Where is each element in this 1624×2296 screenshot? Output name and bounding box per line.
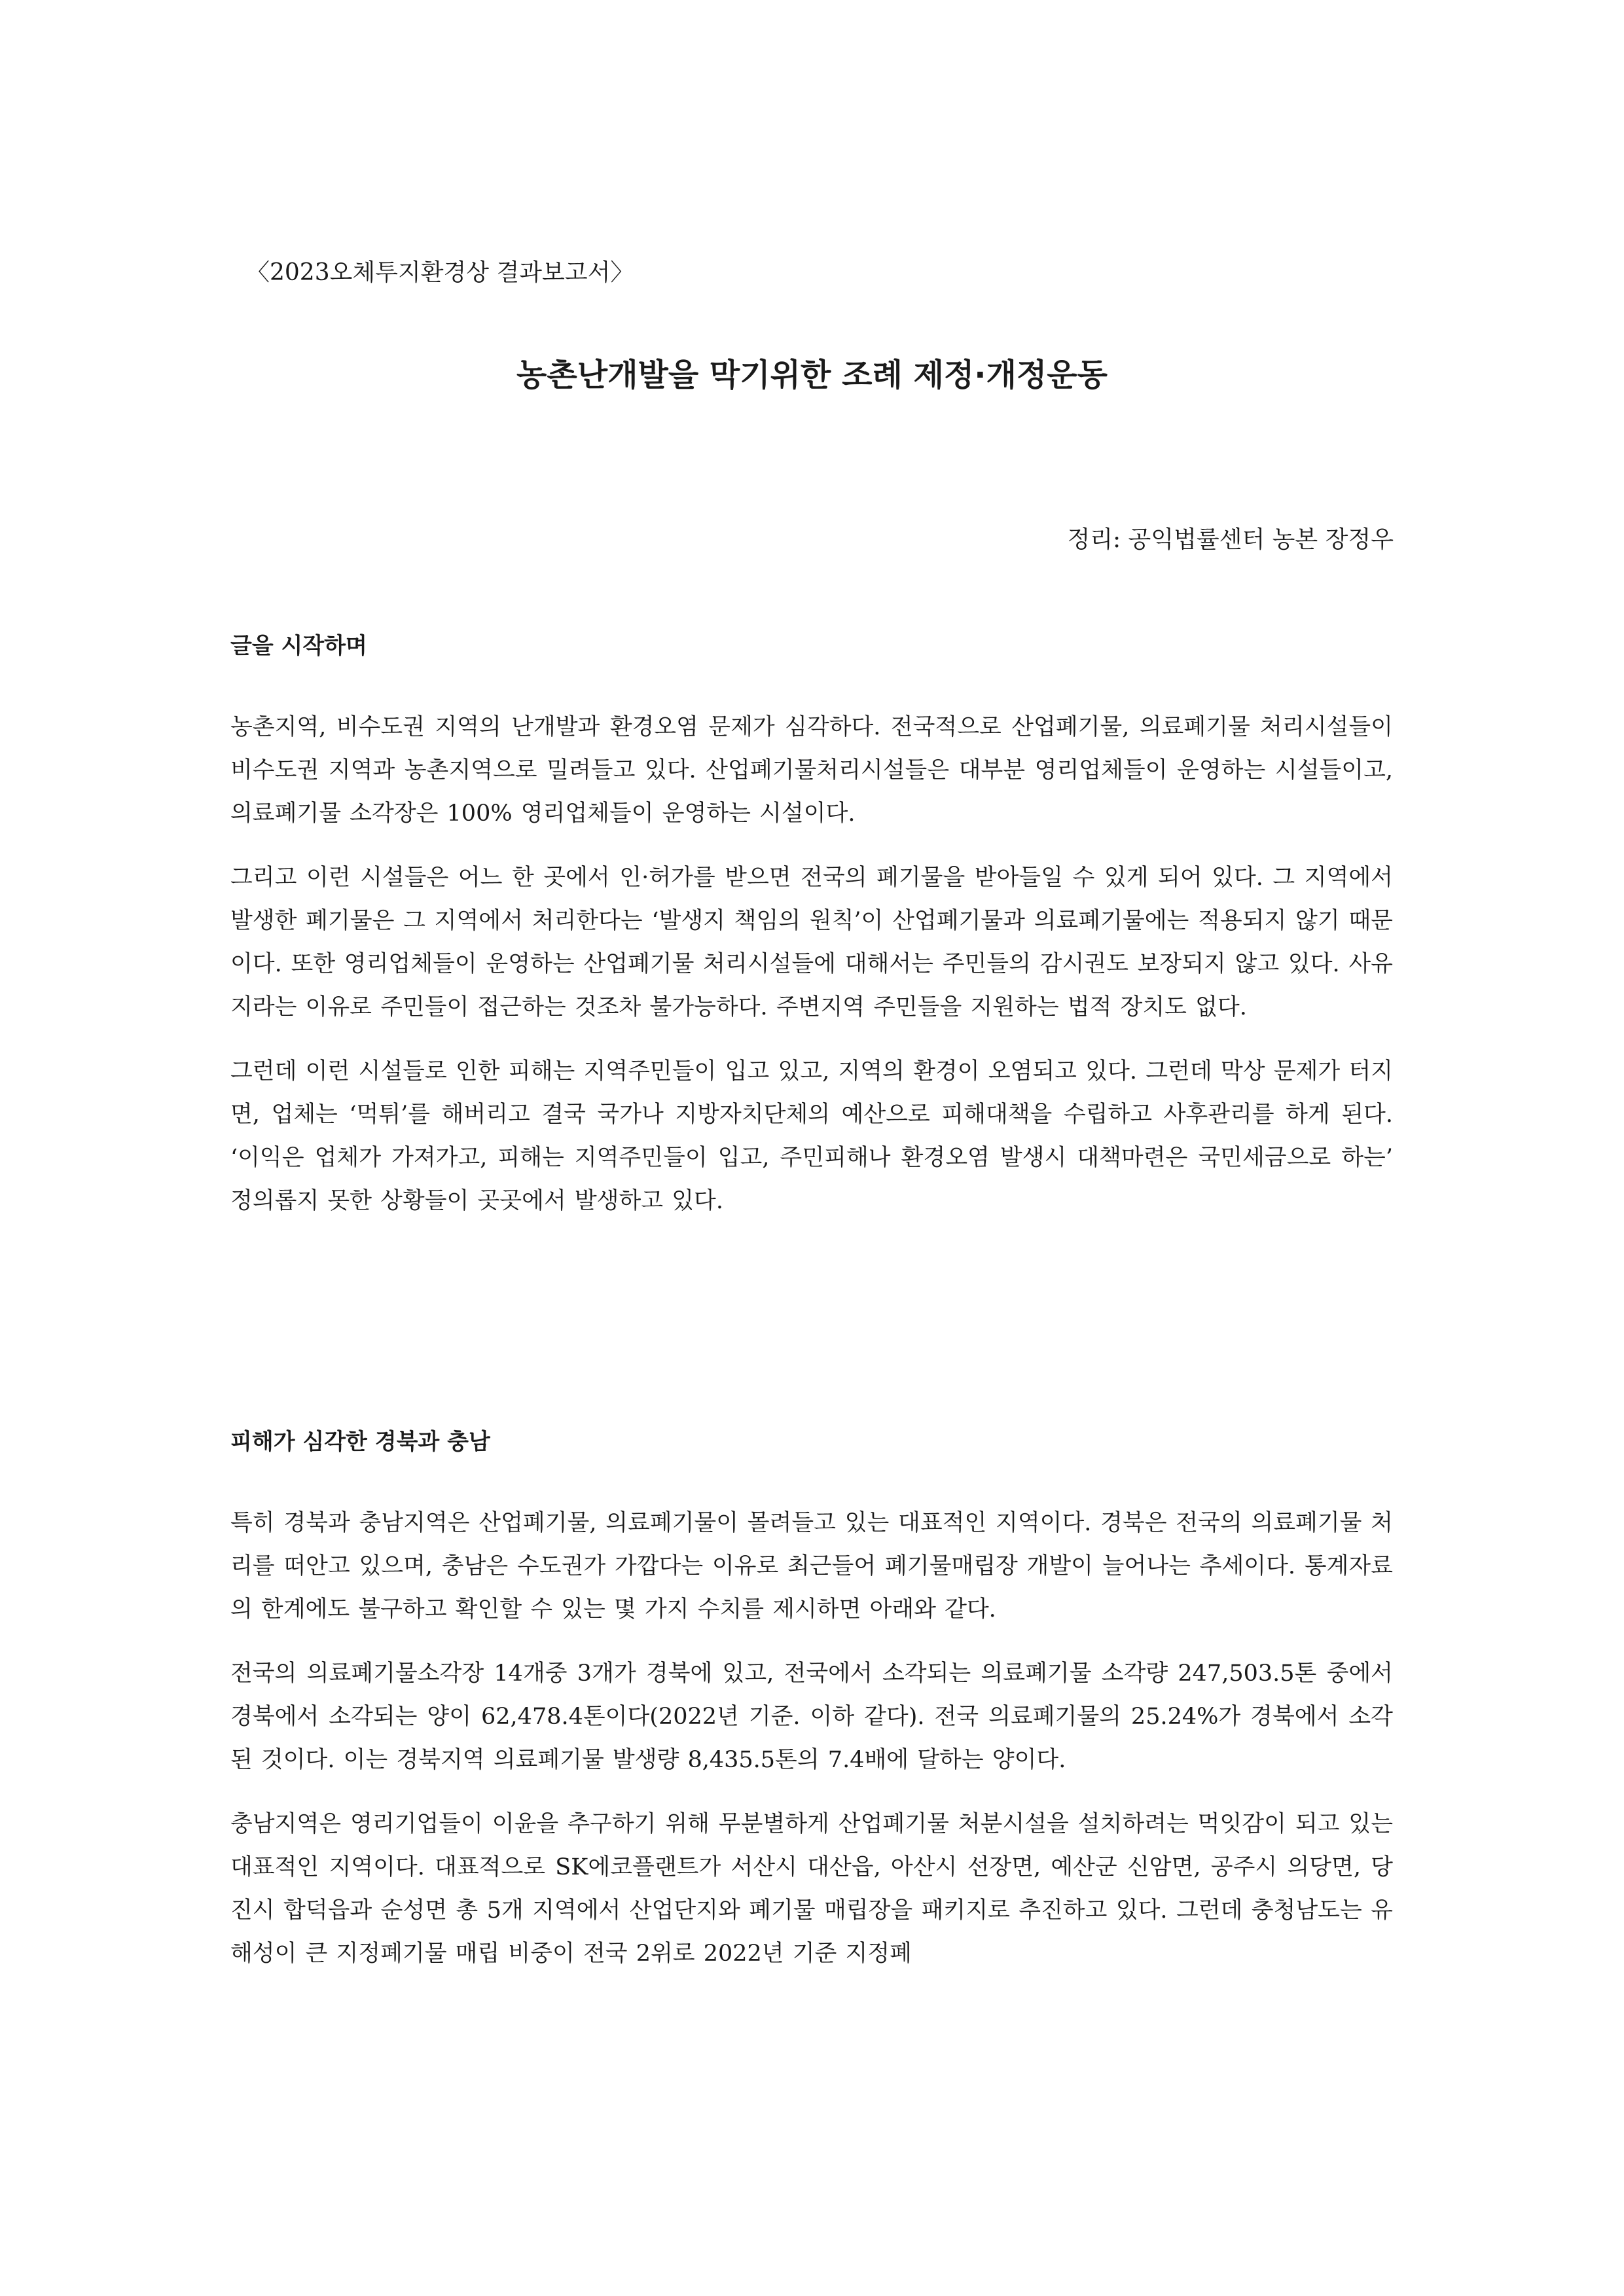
paragraph: 충남지역은 영리기업들이 이윤을 추구하기 위해 무분별하게 산업폐기물 처분시설을 설치하려는 먹잇감이 되고 있는 대표적인 지역이다. 대표적으로 SK에코플랜트가 서산시 대산읍, 아산시 선장면, 예산군 신암면, 공주시 의당면, 당진시 합덕읍과 순성면 총 5개 지역에서 산업단지와 폐기물 매립장을 패키지로 추진하고 있다. 그런데 충청남도는 유해성이 큰 지정폐기물 매립 비중이 전국 2위로 2022년 기준 지정폐 (230, 1811, 1393, 1967)
section-heading: 피해가 심각한 경북과 충남 (230, 1429, 490, 1455)
section-heading: 글을 시작하며 (230, 633, 367, 659)
paragraph: 그리고 이런 시설들은 어느 한 곳에서 인·허가를 받으면 전국의 폐기물을 받아들일 수 있게 되어 있다. 그 지역에서 발생한 폐기물은 그 지역에서 처리한다는 ‘발생지 책임의 원칙’이 산업폐기물과 의료폐기물에는 적용되지 않기 때문이다. 또한 영리업체들이 운영하는 산업폐기물 처리시설들에 대해서는 주민들의 감시권도 보장되지 않고 있다. 사유지라는 이유로 주민들이 접근하는 것조차 불가능하다. 주변지역 주민들을 지원하는 법적 장치도 없다. (230, 865, 1393, 1020)
paragraph: 특히 경북과 충남지역은 산업폐기물, 의료폐기물이 몰려들고 있는 대표적인 지역이다. 경북은 전국의 의료폐기물 처리를 떠안고 있으며, 충남은 수도권가 가깝다는 이유로 최근들어 폐기물매립장 개발이 늘어나는 추세이다. 통계자료의 한계에도 불구하고 확인할 수 있는 몇 가지 수치를 제시하면 아래와 같다. (230, 1510, 1393, 1623)
section-introduction (230, 630, 1393, 1244)
paragraph: 전국의 의료폐기물소각장 14개중 3개가 경북에 있고, 전국에서 소각되는 의료폐기물 소각량 247,503.5톤 중에서 경북에서 소각되는 양이 62,478.4톤이다(2022년 기준. 이하 같다). 전국 의료폐기물의 25.24%가 경북에서 소각된 것이다. 이는 경북지역 의료폐기물 발생량 8,435.5톤의 7.4배에 달하는 양이다. (230, 1660, 1393, 1773)
author-line: 정리: 공익법률센터 농본 장정우 (1067, 526, 1394, 553)
report-header-note: 〈2023오체투지환경상 결과보고서〉 (246, 259, 634, 286)
paragraph: 그런데 이런 시설들로 인한 피해는 지역주민들이 입고 있고, 지역의 환경이 오염되고 있다. 그런데 막상 문제가 터지면, 업체는 ‘먹튀’를 해버리고 결국 국가나 지방자치단체의 예산으로 피해대책을 수립하고 사후관리를 하게 된다. ‘이익은 업체가 가져가고, 피해는 지역주민들이 입고, 주민피해나 환경오염 발생시 대책마련은 국민세금으로 하는’ 정의롭지 못한 상황들이 곳곳에서 발생하고 있다. (230, 1058, 1393, 1214)
paragraph: 농촌지역, 비수도권 지역의 난개발과 환경오염 문제가 심각하다. 전국적으로 산업폐기물, 의료폐기물 처리시설들이 비수도권 지역과 농촌지역으로 밀려들고 있다. 산업폐기물처리시설들은 대부분 영리업체들이 운영하는 시설들이고, 의료폐기물 소각장은 100% 영리업체들이 운영하는 시설이다. (230, 714, 1393, 827)
section-gyeongbuk-chungnam (230, 1426, 1393, 1996)
document-title: 농촌난개발을 막기위한 조례 제정·개정운동 (516, 357, 1108, 393)
